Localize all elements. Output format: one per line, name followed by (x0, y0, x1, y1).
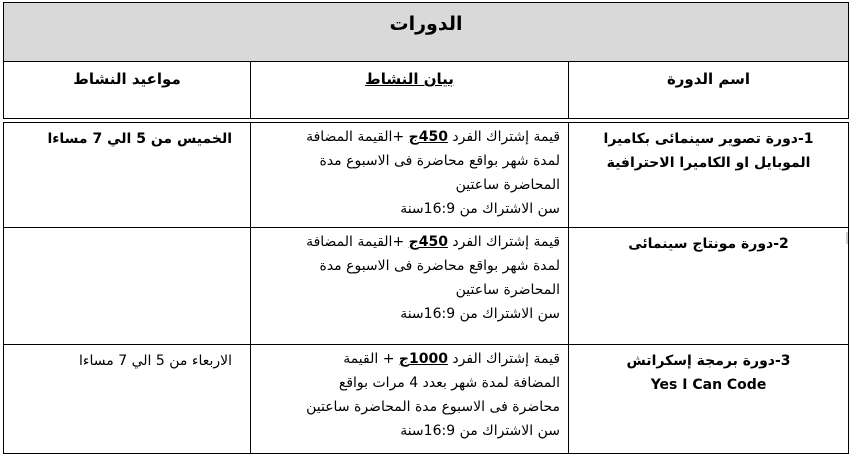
schedule-cell (4, 123, 251, 228)
header-schedule-text: مواعيد النشاط (73, 70, 181, 88)
description-text: +القيمة المضافة (306, 129, 409, 145)
course-name-line: الموبايل او الكاميرا الاحترافية (606, 155, 811, 171)
description-line: سن الاشتراك من 16:9سنة (400, 201, 561, 217)
course-name-cell (569, 228, 849, 345)
header-row (4, 62, 849, 119)
course-name-cell (569, 345, 849, 454)
table-row (4, 345, 849, 454)
description-line (255, 230, 560, 254)
price-value: 1000ج (398, 351, 448, 367)
description-line (255, 347, 560, 371)
table-row (4, 123, 849, 228)
schedule-cell (4, 228, 251, 345)
description-text: قيمة إشتراك الفرد (447, 351, 561, 367)
description-text: قيمة إشتراك الفرد (447, 234, 561, 250)
description-cell (251, 228, 569, 345)
course-name-line: 2-دورة مونتاج سينمائى (628, 236, 789, 252)
description-cell (251, 123, 569, 228)
description-text: + القيمة (343, 351, 399, 367)
description-text: قيمة إشتراك الفرد (447, 129, 561, 145)
price-value: 450ج (408, 129, 448, 145)
course-name-cell (569, 123, 849, 228)
table-row (4, 228, 849, 345)
description-line: المضافة لمدة شهر بعدد 4 مرات بواقع (338, 375, 561, 391)
table-title (4, 3, 849, 62)
title-row (4, 3, 849, 62)
header-description-text: بيان النشاط (365, 70, 454, 88)
header-description (251, 62, 569, 119)
schedule-cell (4, 345, 251, 454)
description-line: لمدة شهر بواقع محاضرة فى الاسبوع مدة (319, 153, 561, 169)
course-name-line: 1-دورة تصوير سينمائى بكاميرا (603, 131, 814, 147)
schedule-text: الخميس من 5 الي 7 مساءا (47, 131, 233, 147)
course-name-line: Yes I Can Code (650, 377, 767, 393)
price-value: 450ج (408, 234, 448, 250)
description-line: محاضرة فى الاسبوع مدة المحاضرة ساعتين (306, 399, 561, 415)
header-course-name (569, 62, 849, 119)
description-line: المحاضرة ساعتين (455, 177, 561, 193)
table-title-text: الدورات (389, 13, 463, 35)
edge-mark (846, 232, 848, 244)
description-line: المحاضرة ساعتين (455, 282, 561, 298)
course-name-line: 3-دورة برمجة إسكراتش (626, 353, 791, 369)
description-line (255, 125, 560, 149)
header-course-name-text: اسم الدورة (666, 70, 751, 88)
description-line: سن الاشتراك من 16:9سنة (400, 306, 561, 322)
courses-table (3, 2, 849, 454)
description-text: +القيمة المضافة (306, 234, 409, 250)
description-cell (251, 345, 569, 454)
schedule-text: الاربعاء من 5 الي 7 مساءا (79, 353, 233, 369)
description-line: سن الاشتراك من 16:9سنة (400, 423, 561, 439)
header-schedule (4, 62, 251, 119)
description-line: لمدة شهر بواقع محاضرة فى الاسبوع مدة (319, 258, 561, 274)
